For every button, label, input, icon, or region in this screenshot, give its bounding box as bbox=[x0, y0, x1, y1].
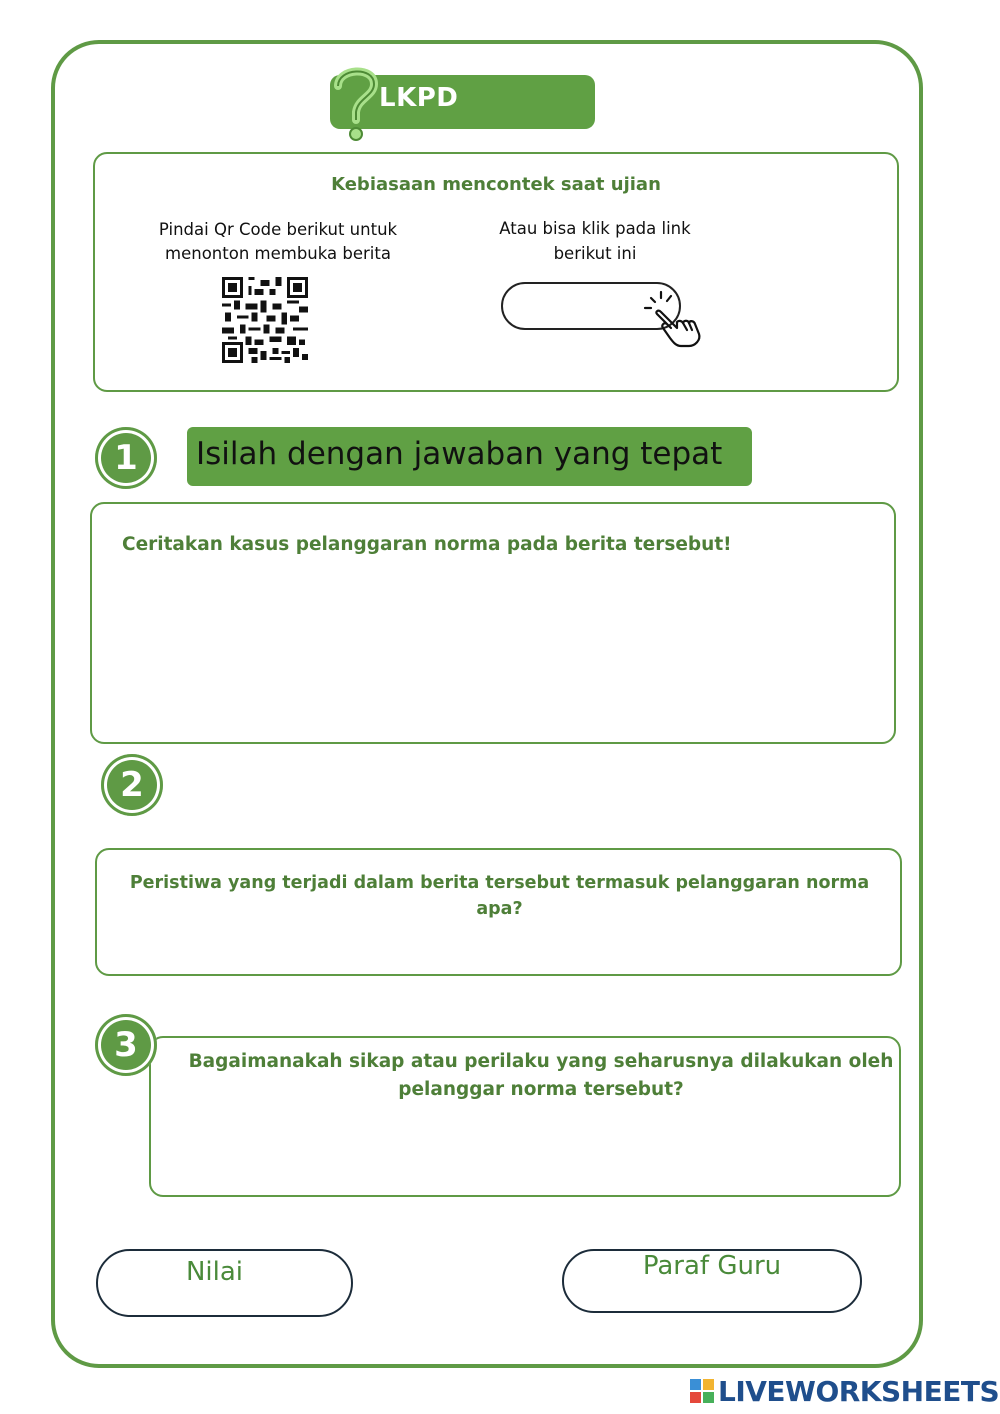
answer-box-2[interactable] bbox=[95, 848, 902, 976]
nilai-field[interactable]: Nilai bbox=[96, 1249, 353, 1317]
number-badge-3: 3 bbox=[95, 1014, 157, 1076]
instruction-text: Isilah dengan jawaban yang tepat bbox=[196, 436, 723, 472]
pointing-hand-icon bbox=[643, 290, 713, 348]
link-instruction: Atau bisa klik pada link berikut ini bbox=[499, 219, 691, 263]
question-1-text: Ceritakan kasus pelanggaran norma pada berita tersebut! bbox=[122, 534, 732, 555]
question-mark-icon bbox=[326, 60, 386, 144]
liveworksheets-logo-icon bbox=[690, 1379, 714, 1403]
qr-instruction: Pindai Qr Code berikut untuk menonton membuka berita bbox=[158, 220, 398, 263]
number-badge-2: 2 bbox=[101, 754, 163, 816]
news-info-box bbox=[93, 152, 899, 392]
number-badge-1: 1 bbox=[95, 427, 157, 489]
liveworksheets-watermark bbox=[690, 1376, 999, 1406]
question-2-text: Peristiwa yang terjadi dalam berita tersebut termasuk pelanggaran norma apa? bbox=[129, 873, 870, 919]
answer-box-3[interactable] bbox=[149, 1036, 901, 1197]
watermark-text: LIVEWORKSHEETS bbox=[718, 1374, 1000, 1408]
qr-code-icon[interactable] bbox=[222, 277, 308, 363]
paraf-guru-field[interactable]: Paraf Guru bbox=[562, 1249, 862, 1313]
answer-box-1[interactable] bbox=[90, 502, 896, 744]
news-title: Kebiasaan mencontek saat ujian bbox=[331, 174, 661, 195]
question-3-text: Bagaimanakah sikap atau perilaku yang seharusnya dilakukan oleh pelanggar norma tersebut? bbox=[188, 1051, 894, 1100]
header-title: LKPD bbox=[379, 83, 459, 113]
